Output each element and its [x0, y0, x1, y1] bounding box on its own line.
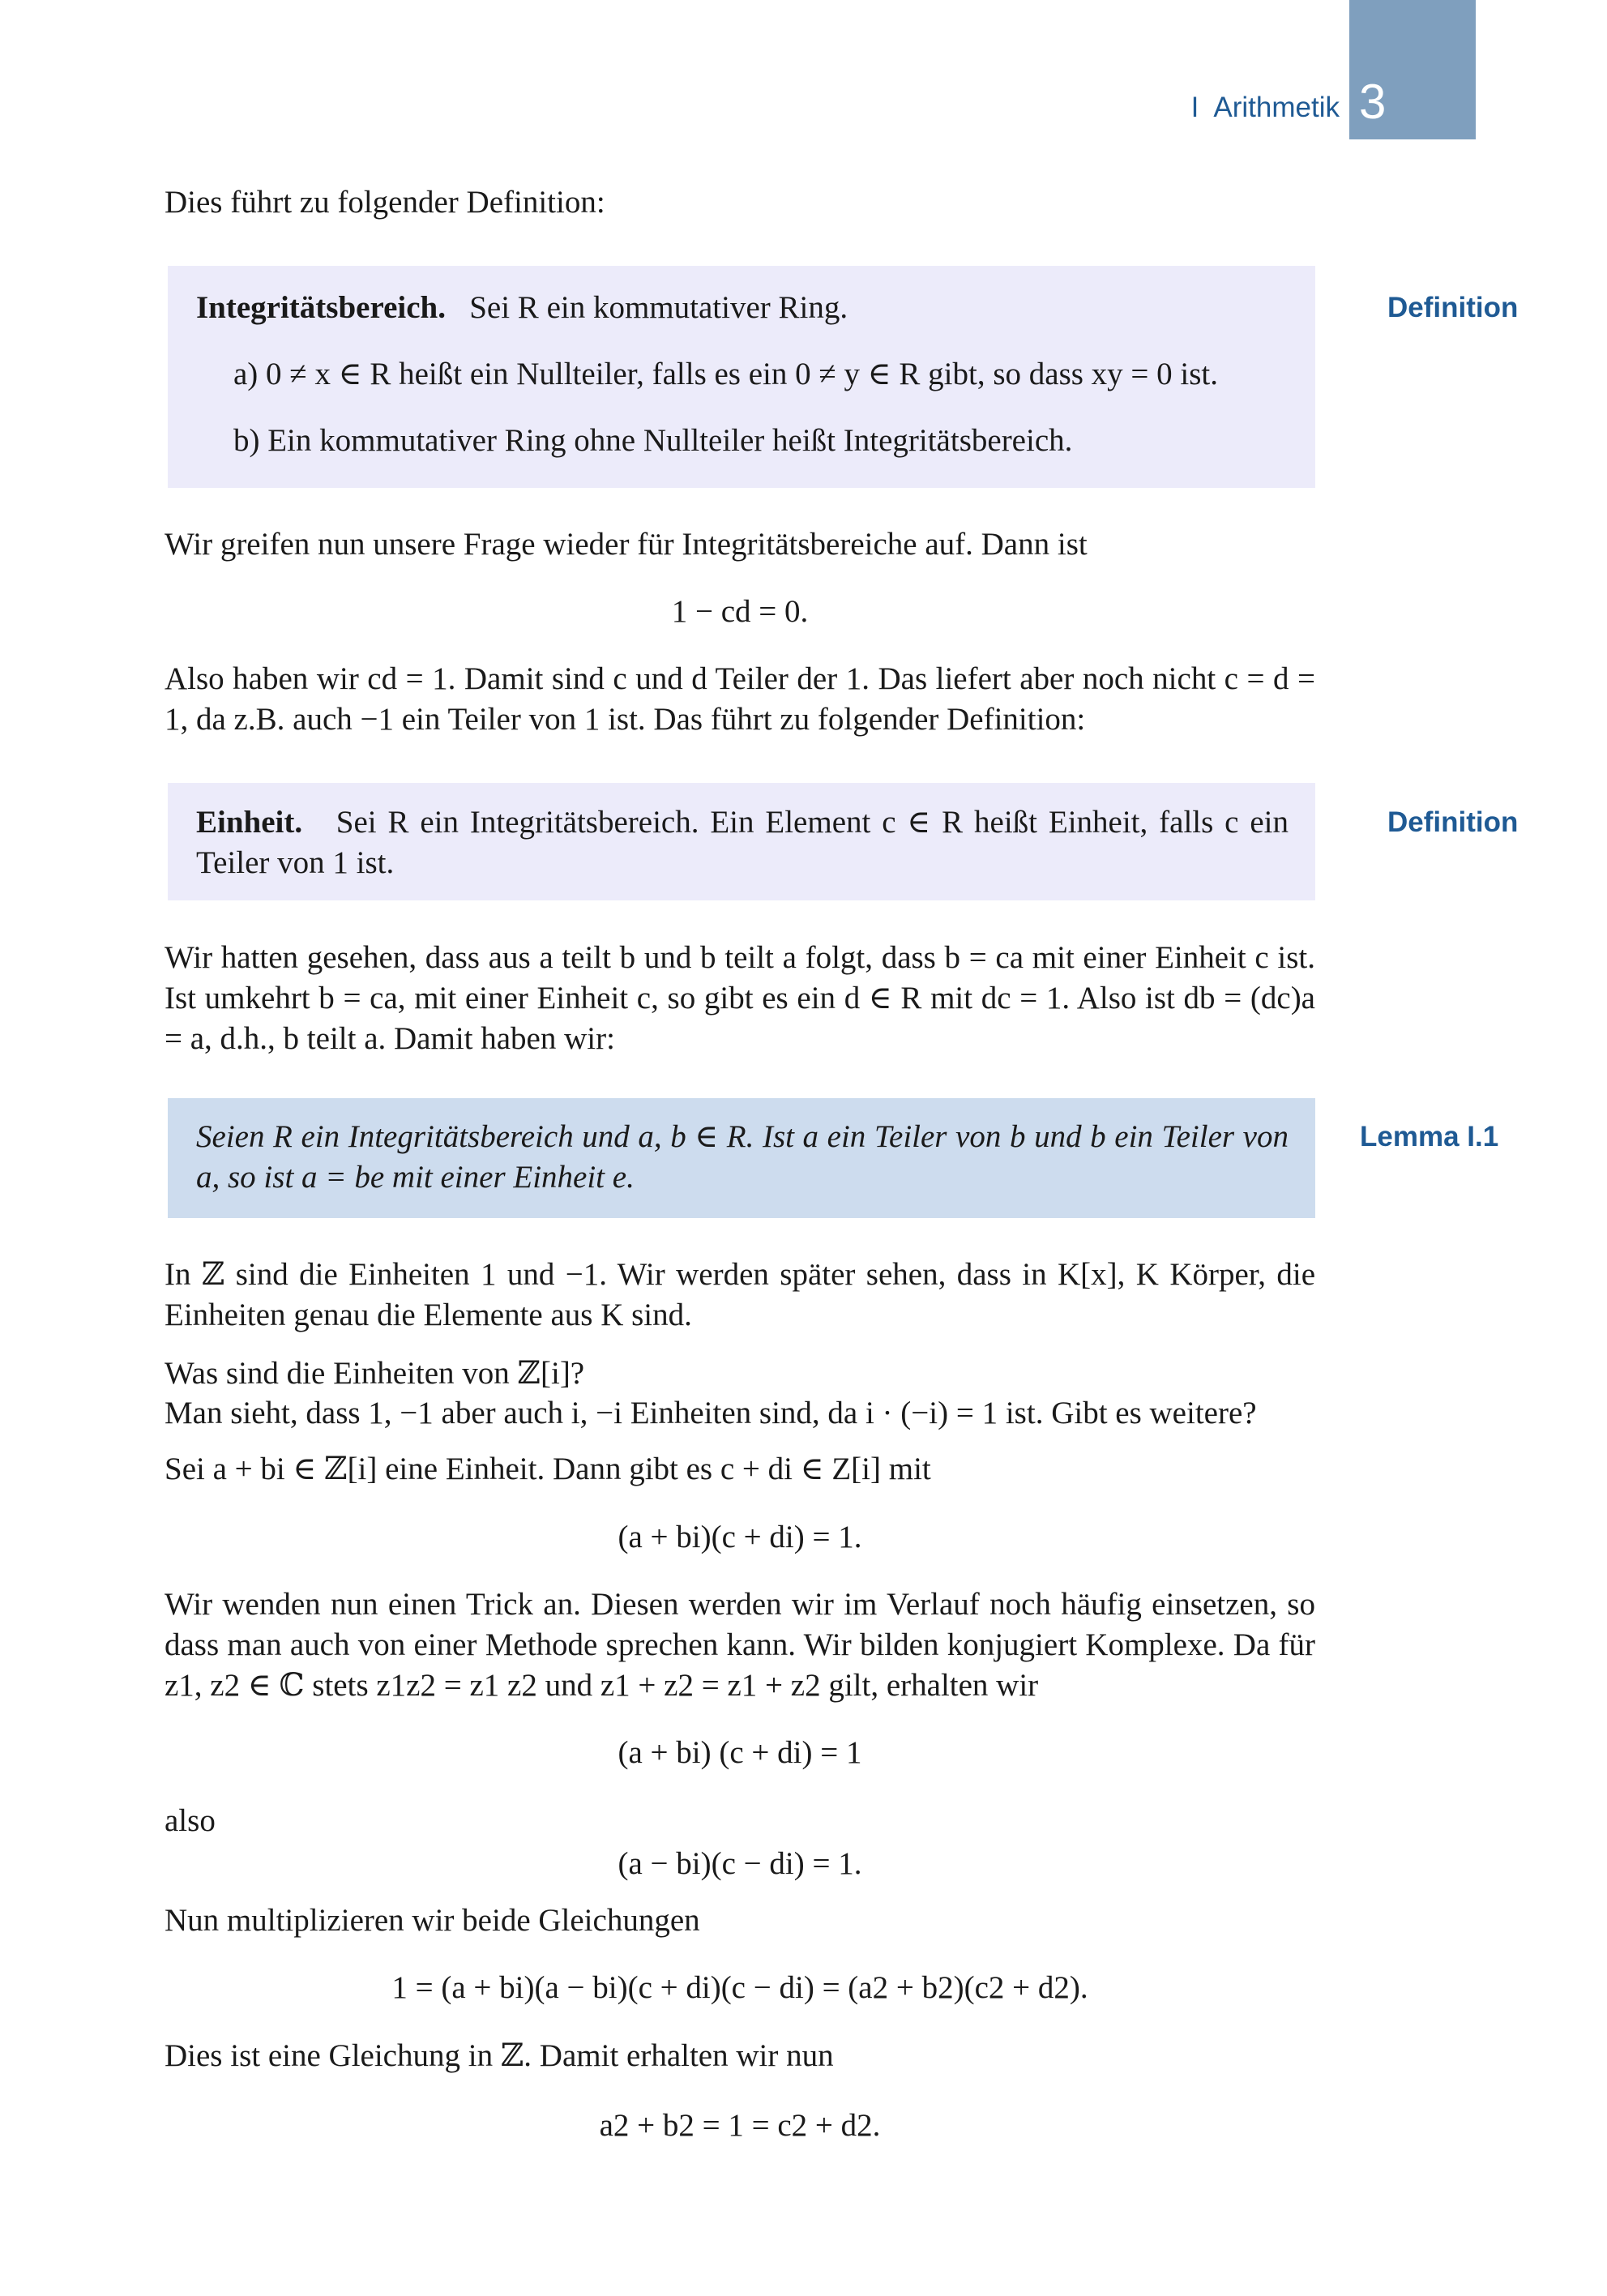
definition-term-einheit: Einheit.	[196, 805, 303, 840]
definition-integritaetsbereich	[196, 288, 1298, 328]
equation-2: (a + bi)(c + di) = 1.	[618, 1520, 862, 1554]
paragraph-also: also	[165, 1803, 216, 1838]
paragraph-2: Also haben wir cd = 1. Damit sind c und d Teiler der 1. Das liefert aber noch nicht c = d = 1, da z.B. auch −1 ein Teiler von 1 ist. Das führt zu folgender Definition:	[165, 661, 1315, 737]
paragraph-6: Sei a + bi ∈ ℤ[i] eine Einheit. Dann gibt es c + di ∈ Z[i] mit	[165, 1452, 931, 1486]
definition-einheit	[196, 802, 1289, 883]
paragraph-1: Wir greifen nun unsere Frage wieder für Integritätsbereiche auf. Dann ist	[165, 527, 1088, 562]
definition-einheit-text: Sei R ein Integritätsbereich. Ein Element c ∈ R heißt Einheit, falls c ein Teiler von 1 ist.	[196, 805, 1289, 880]
paragraph-9: Dies ist eine Gleichung in ℤ. Damit erhalten wir nun	[165, 2038, 834, 2073]
paragraph-4: In ℤ sind die Einheiten 1 und −1. Wir werden später sehen, dass in K[x], K Körper, die Einheiten genau die Elemente aus K sind.	[165, 1257, 1315, 1332]
definition-lead: Sei R ein kommutativer Ring.	[469, 290, 848, 325]
paragraph-5-answer: Man sieht, dass 1, −1 aber auch i, −i Einheiten sind, da i · (−i) = 1 ist. Gibt es weitere?	[165, 1396, 1257, 1430]
equation-4: (a − bi)(c − di) = 1.	[618, 1846, 862, 1881]
intro-paragraph: Dies führt zu folgender Definition:	[165, 185, 605, 220]
equation-5: 1 = (a + bi)(a − bi)(c + di)(c − di) = (a2 + b2)(c2 + d2).	[391, 1970, 1088, 2005]
page-number-tab	[1349, 0, 1476, 139]
lemma-text: Seien R ein Integritätsbereich und a, b ∈ R. Ist a ein Teiler von b und b ein Teiler von a, so ist a = be mit einer Einheit e.	[196, 1119, 1289, 1195]
running-header	[1191, 88, 1340, 128]
margin-label-definition-1: Definition	[1387, 292, 1519, 323]
equation-3: (a + bi) (c + di) = 1	[618, 1735, 862, 1770]
margin-label-definition-2: Definition	[1387, 806, 1519, 838]
paragraph-3: Wir hatten gesehen, dass aus a teilt b und b teilt a folgt, dass b = ca mit einer Einheit c ist. Ist umkehrt b = ca, mit einer Einheit c, so gibt es ein d ∈ R mit dc = 1. Also ist db = (dc)a = a, d.h., b teilt a. Damit haben wir:	[165, 940, 1315, 1056]
page-number: 3	[1359, 75, 1387, 129]
paragraph-8: Nun multiplizieren wir beide Gleichungen	[165, 1903, 700, 1938]
paragraph-5-question: Was sind die Einheiten von ℤ[i]?	[165, 1356, 585, 1391]
definition-term: Integritätsbereich.	[196, 290, 446, 325]
chapter-title: Arithmetik	[1213, 92, 1340, 123]
equation-6: a2 + b2 = 1 = c2 + d2.	[599, 2108, 881, 2143]
definition-item-a: a) 0 ≠ x ∈ R heißt ein Nullteiler, falls es ein 0 ≠ y ∈ R gibt, so dass xy = 0 ist.	[233, 357, 1219, 391]
equation-1: 1 − cd = 0.	[671, 594, 809, 629]
header-bar: I	[1190, 92, 1199, 123]
definition-item-b: b) Ein kommutativer Ring ohne Nullteiler heißt Integritätsbereich.	[233, 423, 1073, 458]
margin-label-lemma: Lemma I.1	[1360, 1121, 1499, 1152]
paragraph-7: Wir wenden nun einen Trick an. Diesen werden wir im Verlauf noch häufig einsetzen, so dass man auch von einer Methode sprechen kann. Wir bilden konjugiert Komplexe. Da für z1, z2 ∈ ℂ stets z1z2 = z1 z2 und z1 + z2 = z1 + z2 gilt, erhalten wir	[165, 1587, 1315, 1703]
